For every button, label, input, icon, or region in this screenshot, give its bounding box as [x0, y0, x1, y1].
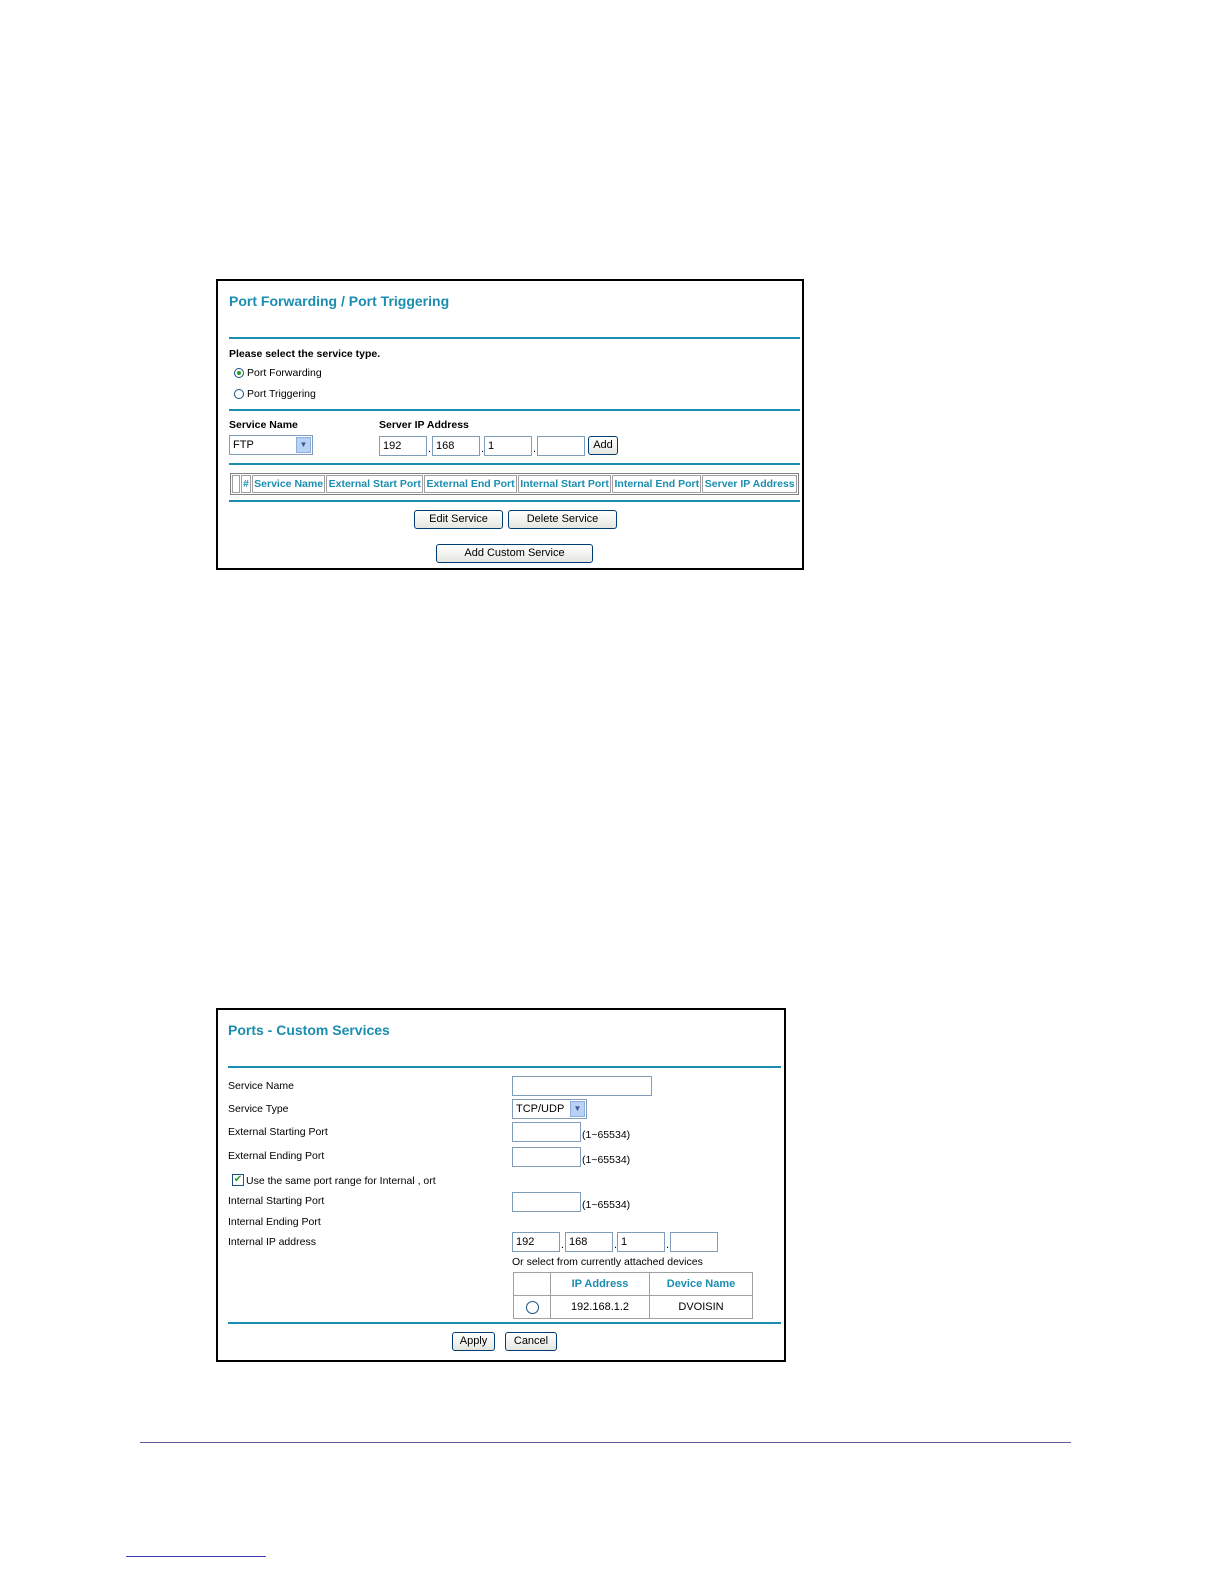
server-ip-label: Server IP Address [379, 419, 469, 431]
internal-ip-octet-2[interactable]: 168 [565, 1232, 613, 1252]
table-header: Service Name [252, 475, 325, 493]
table-header: Device Name [650, 1273, 753, 1296]
edit-service-button[interactable]: Edit Service [414, 510, 503, 529]
table-row [514, 1296, 753, 1319]
footer-link-underline [126, 1556, 266, 1557]
cancel-button[interactable]: Cancel [505, 1332, 557, 1351]
internal-starting-port-input[interactable] [512, 1192, 581, 1212]
device-name: DVOISIN [650, 1296, 753, 1319]
add-custom-service-button[interactable]: Add Custom Service [436, 544, 593, 563]
custom-services-panel: Ports - Custom Services Service Name Service Type TCP/UDP ▼ External Starting Port (1~65534) External Ending Port (1~65534) ✔ Use the same port range for Internal , ort Internal Starting Port (1~65534) Internal Ending Port Internal IP address 192 . 168 . 1 . Or select from currently attached devices IP Address Device Name 192.168.1.2 DVOISIN Apply Cancel [216, 1008, 786, 1362]
port-forwarding-radio[interactable] [234, 368, 244, 378]
server-ip-octet-4[interactable] [537, 436, 585, 456]
service-name-select[interactable]: FTP ▼ [229, 435, 313, 455]
table-header [514, 1273, 551, 1296]
divider [228, 1322, 781, 1324]
service-type-label: Service Type [228, 1103, 289, 1115]
chevron-down-icon: ▼ [570, 1101, 585, 1117]
range-hint: (1~65534) [582, 1129, 631, 1141]
range-hint: (1~65534) [582, 1154, 631, 1166]
port-triggering-radio[interactable] [234, 389, 244, 399]
service-name-label: Service Name [229, 419, 298, 431]
divider [229, 463, 800, 465]
footer-divider [140, 1442, 1071, 1443]
table-header: Server IP Address [702, 475, 797, 493]
port-forwarding-label: Port Forwarding [247, 367, 322, 379]
server-ip-octet-1[interactable]: 192 [379, 436, 427, 456]
service-type-prompt: Please select the service type. [229, 348, 381, 360]
service-name-input[interactable] [512, 1076, 652, 1096]
external-ending-port-label: External Ending Port [228, 1150, 325, 1162]
add-button[interactable]: Add [588, 436, 618, 455]
services-table [230, 473, 799, 495]
divider [229, 500, 800, 502]
table-header: Internal Start Port [518, 475, 611, 493]
divider [229, 409, 800, 411]
table-header [232, 475, 240, 493]
divider [229, 337, 800, 339]
page-title: Port Forwarding / Port Triggering [229, 293, 450, 309]
table-header: # [241, 475, 251, 493]
service-type-select[interactable]: TCP/UDP ▼ [512, 1099, 587, 1119]
attached-devices-table [513, 1272, 753, 1319]
table-header-row [232, 475, 797, 493]
port-forwarding-panel: Port Forwarding / Port Triggering Please select the service type. Port Forwarding Port Triggering Service Name Server IP Address FTP ▼ 192 . 168 . 1 . Add # Service Name External Start Port External End Port Internal Start Port Internal End Port Server IP Address Edit Service Delete Service Add Custom Service [216, 279, 804, 570]
external-ending-port-input[interactable] [512, 1147, 581, 1167]
port-triggering-label: Port Triggering [247, 388, 316, 400]
internal-ip-octet-3[interactable]: 1 [617, 1232, 665, 1252]
page-title: Ports - Custom Services [228, 1022, 390, 1038]
apply-button[interactable]: Apply [452, 1332, 495, 1351]
table-header-row [514, 1273, 753, 1296]
divider [228, 1066, 781, 1068]
internal-ip-octet-1[interactable]: 192 [512, 1232, 560, 1252]
internal-ending-port-label: Internal Ending Port [228, 1216, 321, 1228]
internal-ip-label: Internal IP address [228, 1236, 316, 1248]
external-starting-port-label: External Starting Port [228, 1126, 328, 1138]
device-ip: 192.168.1.2 [551, 1296, 650, 1319]
same-range-checkbox[interactable]: ✔ [233, 1174, 243, 1185]
service-name-label: Service Name [228, 1080, 294, 1092]
server-ip-octet-3[interactable]: 1 [484, 436, 532, 456]
table-header: Internal End Port [612, 475, 701, 493]
external-starting-port-input[interactable] [512, 1122, 581, 1142]
or-select-text: Or select from currently attached devices [512, 1256, 703, 1268]
chevron-down-icon: ▼ [296, 437, 311, 453]
delete-service-button[interactable]: Delete Service [508, 510, 617, 529]
table-header: IP Address [551, 1273, 650, 1296]
internal-starting-port-label: Internal Starting Port [228, 1195, 325, 1207]
table-header: External Start Port [326, 475, 423, 493]
internal-ip-octet-4[interactable] [670, 1232, 718, 1252]
device-select-radio[interactable] [526, 1301, 539, 1314]
same-range-label: Use the same port range for Internal , ort [246, 1175, 436, 1187]
table-header: External End Port [424, 475, 517, 493]
range-hint: (1~65534) [582, 1199, 631, 1211]
server-ip-octet-2[interactable]: 168 [432, 436, 480, 456]
